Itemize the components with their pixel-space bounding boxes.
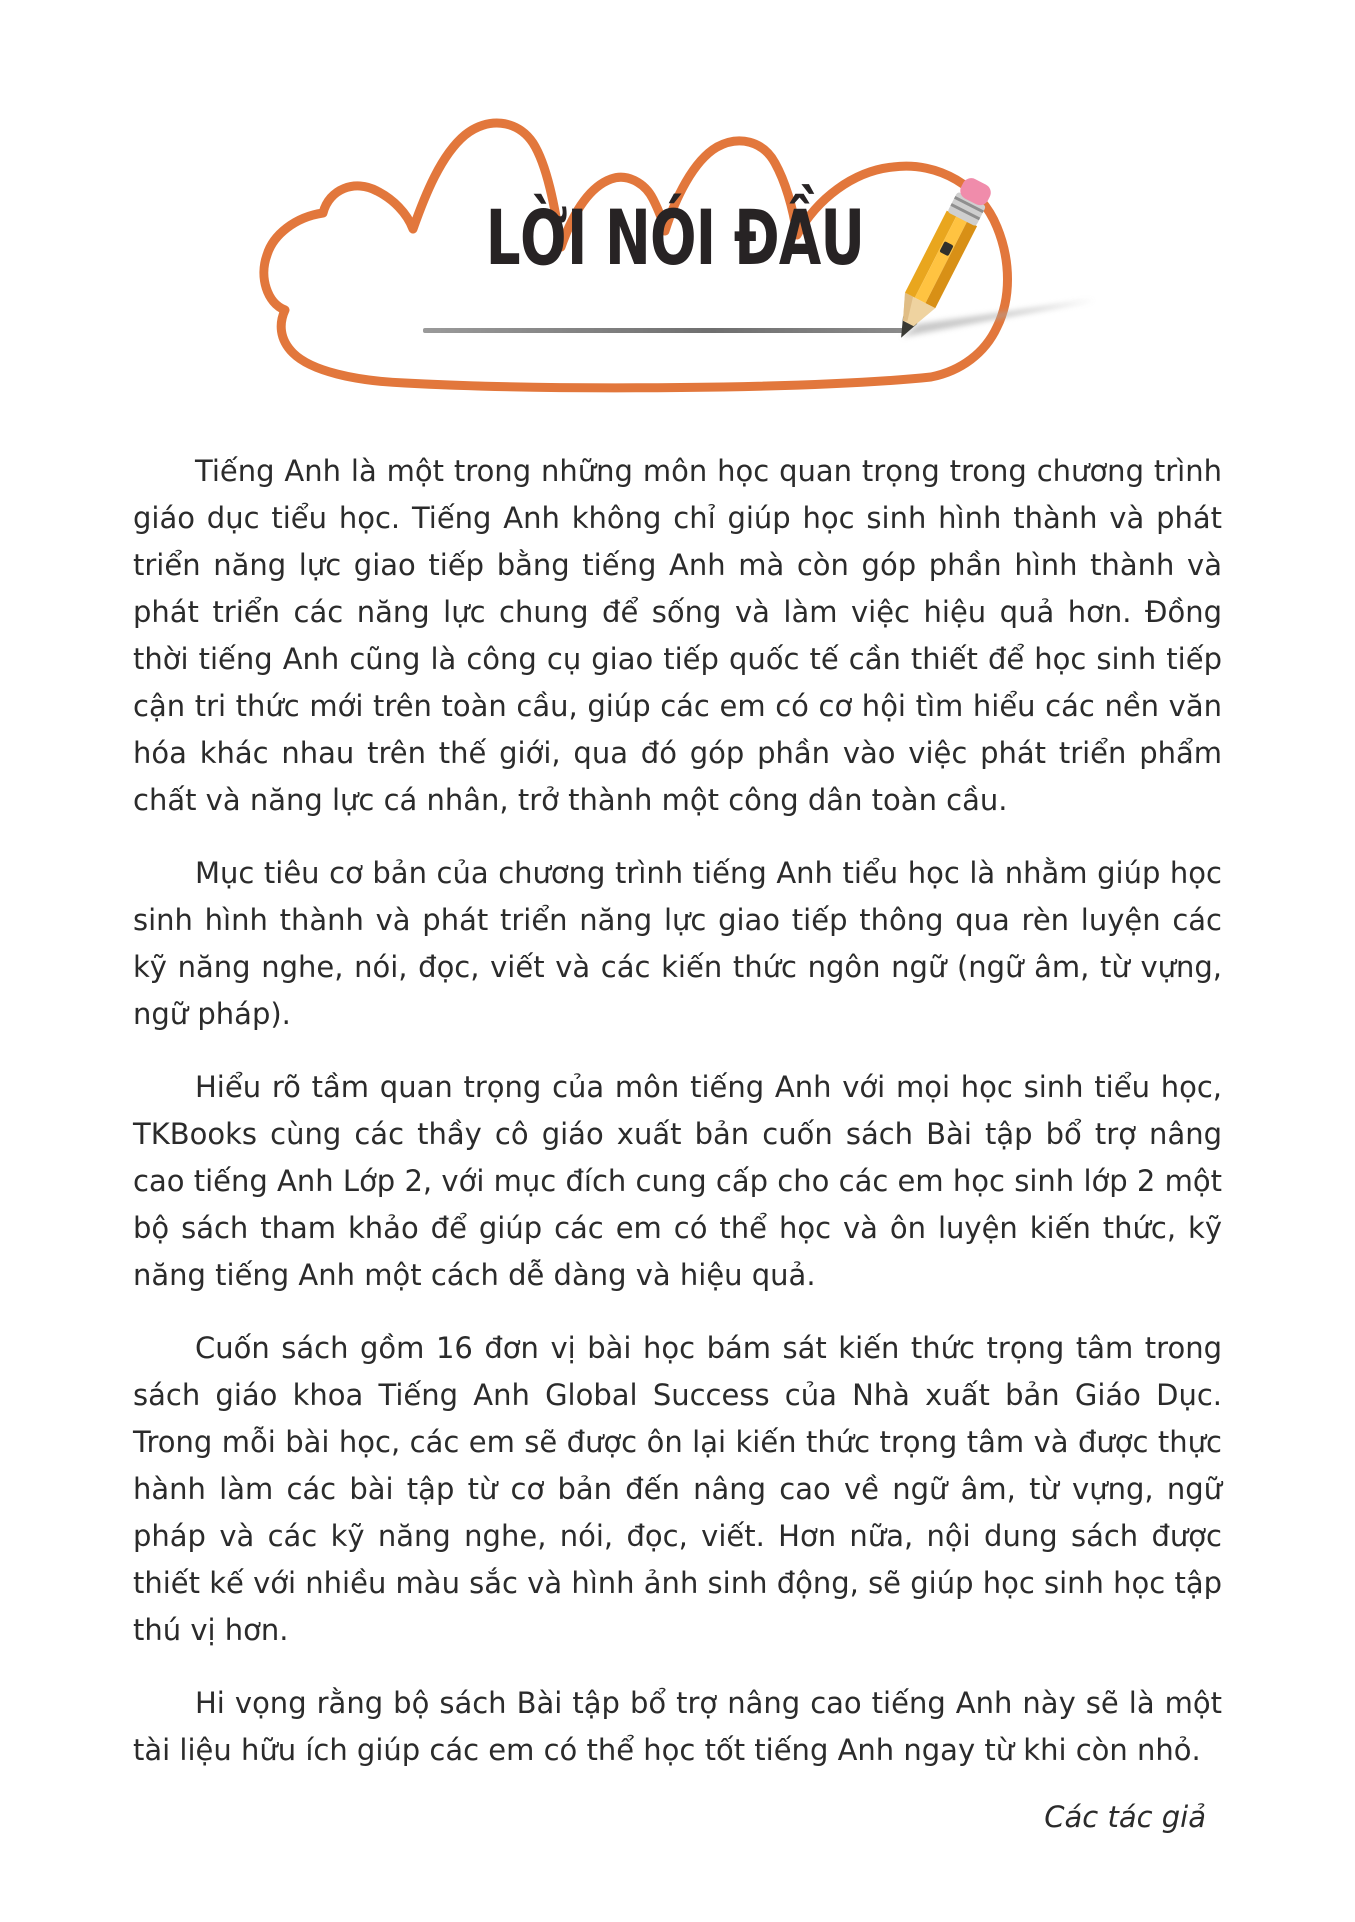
paragraph: Mục tiêu cơ bản của chương trình tiếng Anh tiểu học là nhằm giúp học sinh hình thành và phát triển năng lực giao tiếp thông qua rèn luyện các kỹ năng nghe, nói, đọc, viết và các kiến thức ngôn ngữ (ngữ âm, từ vựng, ngữ pháp). (133, 856, 1222, 1031)
title-underline (423, 328, 906, 333)
page-title: LỜI NÓI ĐẦU (485, 192, 865, 282)
preface-body (133, 448, 1222, 1834)
preface-banner (0, 0, 1355, 420)
paragraph: Tiếng Anh là một trong những môn học quan trọng trong chương trình giáo dục tiểu học. Tiếng Anh không chỉ giúp học sinh hình thành và phát triển năng lực giao tiếp bằng tiếng Anh mà còn góp phần hình thành và phát triển các năng lực chung để sống và làm việc hiệu quả hơn. Đồng thời tiếng Anh cũng là công cụ giao tiếp quốc tế cần thiết để học sinh tiếp cận tri thức mới trên toàn cầu, giúp các em có cơ hội tìm hiểu các nền văn hóa khác nhau trên thế giới, qua đó góp phần vào việc phát triển phẩm chất và năng lực cá nhân, trở thành một công dân toàn cầu. (133, 454, 1222, 817)
paragraph: Cuốn sách gồm 16 đơn vị bài học bám sát kiến thức trọng tâm trong sách giáo khoa Tiếng Anh Global Success của Nhà xuất bản Giáo Dục. Trong mỗi bài học, các em sẽ được ôn lại kiến thức trọng tâm và được thực hành làm các bài tập từ cơ bản đến nâng cao về ngữ âm, từ vựng, ngữ pháp và các kỹ năng nghe, nói, đọc, viết. Hơn nữa, nội dung sách được thiết kế với nhiều màu sắc và hình ảnh sinh động, sẽ giúp học sinh học tập thú vị hơn. (133, 1331, 1222, 1647)
authors-signature: Các tác giả (1044, 1800, 1206, 1834)
paragraph: Hiểu rõ tầm quan trọng của môn tiếng Anh với mọi học sinh tiểu học, TKBooks cùng các thầy cô giáo xuất bản cuốn sách Bài tập bổ trợ nâng cao tiếng Anh Lớp 2, với mục đích cung cấp cho các em học sinh lớp 2 một bộ sách tham khảo để giúp các em có thể học và ôn luyện kiến thức, kỹ năng tiếng Anh một cách dễ dàng và hiệu quả. (133, 1070, 1222, 1292)
paragraph: Hi vọng rằng bộ sách Bài tập bổ trợ nâng cao tiếng Anh này sẽ là một tài liệu hữu ích giúp các em có thể học tốt tiếng Anh ngay từ khi còn nhỏ. (133, 1686, 1222, 1767)
pencil-icon (860, 160, 1110, 360)
